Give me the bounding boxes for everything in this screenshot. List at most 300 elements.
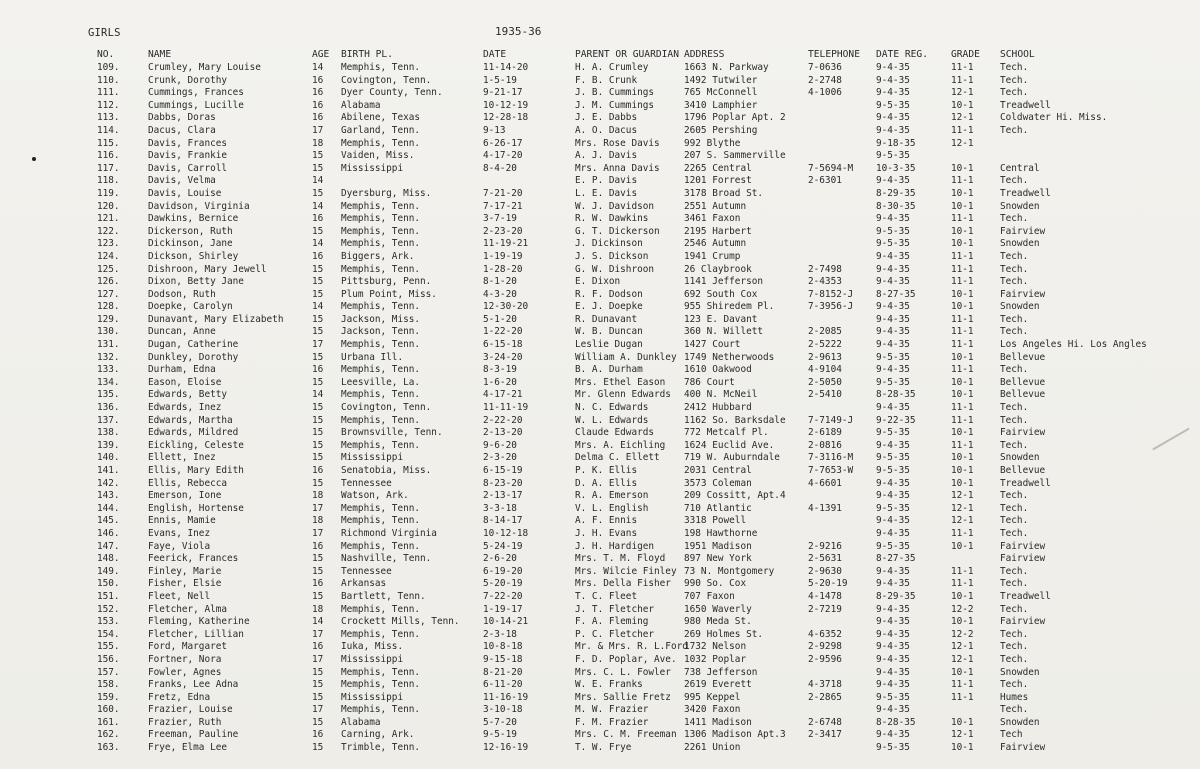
row-telephone: 7-7149-J [808,414,854,426]
row-no: 138. [97,427,120,439]
row-grade: 12-1 [951,729,974,741]
row-date-reg: 9-4-35 [876,515,910,527]
row-age: 15 [312,452,324,464]
row-address: 360 N. Willett [684,326,764,338]
row-school: Tech. [1000,213,1029,225]
table-row [0,452,1200,465]
table-row [0,402,1200,415]
row-name: Frazier, Ruth [148,716,222,728]
row-school: Tech. [1000,641,1029,653]
row-no: 134. [97,376,120,388]
row-age: 18 [312,490,324,502]
row-date: 5-1-20 [483,313,517,325]
row-age: 18 [312,137,324,149]
row-birth-place: Crockett Mills, Tenn. [341,616,460,628]
row-name: Crunk, Dorothy [148,74,228,86]
table-row [0,326,1200,339]
row-age: 15 [312,162,324,174]
row-parent: Claude Edwards [575,427,655,439]
row-parent: Mrs. T. M. Floyd [575,553,666,565]
row-address: 1306 Madison Apt.3 [684,729,786,741]
row-date: 6-15-19 [483,465,523,476]
row-address: 1427 Court [684,339,741,351]
row-school: Los Angeles Hi. Los Angles [1000,339,1147,351]
row-parent: A. O. Dacus [575,124,638,136]
row-date: 10-14-21 [483,616,529,628]
row-address: 719 W. Auburndale [684,452,780,464]
row-date: 1-5-19 [483,74,517,86]
row-telephone: 5-20-19 [808,578,848,590]
row-no: 163. [97,742,120,754]
row-school: Bellevue [1000,389,1046,401]
row-address: 1032 Poplar [684,653,747,665]
table-row [0,490,1200,503]
row-name: Faye, Viola [148,540,211,552]
row-birth-place: Memphis, Tenn. [341,628,421,640]
row-school: Fairview [1000,553,1046,565]
table-row [0,138,1200,151]
row-age: 15 [312,414,324,426]
row-name: English, Hortense [148,502,244,514]
row-date: 3-7-19 [483,213,517,225]
row-name: Franks, Lee Adna [148,679,239,691]
table-row [0,616,1200,629]
row-birth-place: Bartlett, Tenn. [341,590,426,602]
row-school: Tech. [1000,175,1029,187]
row-parent: Mr. & Mrs. R. L.Ford [575,641,688,653]
row-telephone: 2-7219 [808,603,842,615]
row-birth-place: Carning, Ark. [341,729,415,741]
row-parent: J. B. Cummings [575,87,655,99]
row-birth-place: Urbana Ill. [341,351,404,363]
row-telephone: 2-6301 [808,175,842,187]
row-name: Fretz, Edna [148,691,211,703]
row-address: 1201 Forrest [684,175,752,187]
row-birth-place: Memphis, Tenn. [341,540,421,552]
row-age: 17 [312,339,324,351]
row-age: 15 [312,376,324,388]
col-name: NAME [148,49,172,60]
row-name: Davis, Velma [148,175,216,187]
table-row [0,314,1200,327]
row-date-reg: 9-4-35 [876,74,910,86]
row-birth-place: Memphis, Tenn. [341,666,421,678]
row-date: 2-3-18 [483,628,517,640]
table-row [0,301,1200,314]
row-grade: 10-1 [951,288,974,300]
row-no: 154. [97,628,120,640]
row-date-reg: 9-5-35 [876,99,910,111]
row-name: Dodson, Ruth [148,288,216,300]
row-birth-place: Memphis, Tenn. [341,502,421,514]
row-grade: 11-1 [951,62,974,73]
row-age: 16 [312,250,324,262]
row-date-reg: 9-4-35 [876,124,910,136]
row-date: 2-6-20 [483,553,517,565]
table-row [0,264,1200,277]
row-parent: E. Dixon [575,276,621,288]
row-school: Snowden [1000,666,1040,678]
row-parent: F. A. Fleming [575,616,649,628]
row-no: 145. [97,515,120,527]
row-date-reg: 9-5-35 [876,540,910,552]
row-birth-place: Garland, Tenn. [341,124,421,136]
row-address: 992 Blythe [684,137,741,149]
row-parent: T. W. Frye [575,742,632,754]
row-school: Fairview [1000,288,1046,300]
row-parent: L. E. Davis [575,187,638,199]
table-row [0,112,1200,125]
row-parent: R. W. Dawkins [575,213,649,225]
row-date-reg: 9-4-35 [876,641,910,653]
row-address: 207 S. Sammerville [684,150,786,162]
row-grade: 10-1 [951,99,974,111]
col-no: NO. [97,49,115,60]
row-date-reg: 8-28-35 [876,716,916,728]
row-birth-place: Biggers, Ark. [341,250,415,262]
row-no: 128. [97,301,120,313]
row-name: Feerick, Frances [148,553,239,565]
row-parent: F. M. Frazier [575,716,649,728]
row-birth-place: Memphis, Tenn. [341,704,421,716]
row-date-reg: 9-4-35 [876,62,910,73]
row-school: Fairview [1000,540,1046,552]
row-school: Tech. [1000,250,1029,262]
table-row [0,62,1200,75]
row-age: 15 [312,187,324,199]
row-date-reg: 9-5-35 [876,150,910,162]
row-school: Tech. [1000,679,1029,691]
row-date: 7-17-21 [483,200,523,212]
row-school: Tech. [1000,124,1029,136]
row-parent: J. H. Evans [575,527,638,539]
row-no: 148. [97,553,120,565]
row-no: 149. [97,565,120,577]
row-date-reg: 9-4-35 [876,213,910,225]
row-date-reg: 9-4-35 [876,628,910,640]
row-grade: 10-1 [951,225,974,237]
row-no: 115. [97,137,120,149]
row-telephone: 4-1006 [808,87,842,99]
row-telephone: 7-3956-J [808,301,854,313]
row-grade: 10-1 [951,452,974,464]
row-no: 152. [97,603,120,615]
row-date-reg: 9-4-35 [876,112,910,124]
row-telephone: 2-2865 [808,691,842,703]
row-telephone: 2-9613 [808,351,842,363]
row-school: Tech. [1000,87,1029,99]
row-birth-place: Tennessee [341,565,392,577]
row-name: Duncan, Anne [148,326,216,338]
table-row [0,729,1200,742]
row-telephone: 2-4353 [808,276,842,288]
row-school: Tech. [1000,490,1029,502]
row-telephone: 2-9630 [808,565,842,577]
row-no: 162. [97,729,120,741]
row-school: Tech. [1000,603,1029,615]
school-year: 1935-36 [495,25,542,38]
row-no: 143. [97,490,120,502]
table-row [0,717,1200,730]
row-school: Central [1000,162,1040,174]
row-age: 16 [312,465,324,476]
row-parent: T. C. Fleet [575,590,638,602]
row-no: 130. [97,326,120,338]
row-date: 11-16-19 [483,691,529,703]
row-parent: R. Dunavant [575,313,638,325]
row-parent: J. E. Dabbs [575,112,638,124]
row-name: Edwards, Betty [148,389,228,401]
row-address: 692 South Cox [684,288,758,300]
row-birth-place: Memphis, Tenn. [341,389,421,401]
row-grade: 10-1 [951,376,974,388]
row-age: 15 [312,590,324,602]
row-address: 400 N. McNeil [684,389,758,401]
table-row [0,667,1200,680]
row-grade: 10-1 [951,465,974,476]
row-grade: 10-1 [951,238,974,250]
row-school: Snowden [1000,716,1040,728]
row-grade: 10-1 [951,200,974,212]
row-school: Tech. [1000,515,1029,527]
row-age: 15 [312,313,324,325]
row-telephone: 2-5050 [808,376,842,388]
row-date: 2-23-20 [483,225,523,237]
row-name: Edwards, Martha [148,414,233,426]
row-date: 9-15-18 [483,653,523,665]
row-date: 12-30-20 [483,301,529,313]
row-telephone: 4-6352 [808,628,842,640]
row-no: 120. [97,200,120,212]
row-grade: 11-1 [951,402,974,414]
row-telephone: 7-7653-W [808,465,854,476]
row-grade: 12-1 [951,490,974,502]
row-no: 141. [97,465,120,476]
row-no: 132. [97,351,120,363]
row-grade: 11-1 [951,578,974,590]
row-no: 117. [97,162,120,174]
row-no: 156. [97,653,120,665]
row-grade: 10-1 [951,477,974,489]
row-name: Ennis, Mamie [148,515,216,527]
table-row [0,289,1200,302]
row-name: Crumley, Mary Louise [148,62,261,73]
row-no: 136. [97,402,120,414]
row-age: 17 [312,502,324,514]
row-parent: J. Dickinson [575,238,643,250]
row-school: Fairview [1000,742,1046,754]
row-no: 110. [97,74,120,86]
row-no: 114. [97,124,120,136]
row-date-reg: 9-4-35 [876,616,910,628]
row-telephone: 7-0636 [808,62,842,73]
row-name: Davis, Carroll [148,162,228,174]
row-name: Davis, Frances [148,137,228,149]
row-date-reg: 9-4-35 [876,704,910,716]
table-row [0,654,1200,667]
row-date-reg: 9-4-35 [876,653,910,665]
row-birth-place: Memphis, Tenn. [341,225,421,237]
row-date: 10-8-18 [483,641,523,653]
table-row [0,352,1200,365]
row-parent: G. T. Dickerson [575,225,660,237]
row-no: 111. [97,87,120,99]
row-no: 142. [97,477,120,489]
row-grade: 11-1 [951,124,974,136]
row-address: 3318 Powell [684,515,747,527]
row-age: 14 [312,301,324,313]
row-grade: 12-1 [951,641,974,653]
row-telephone: 2-7498 [808,263,842,275]
row-date-reg: 9-5-35 [876,452,910,464]
row-date: 3-10-18 [483,704,523,716]
row-school: Fairview [1000,225,1046,237]
row-birth-place: Senatobia, Miss. [341,465,432,476]
row-telephone: 2-9298 [808,641,842,653]
row-parent: Mrs. C. M. Freeman [575,729,677,741]
row-address: 1492 Tutwiler [684,74,758,86]
row-address: 3461 Faxon [684,213,741,225]
row-birth-place: Jackson, Tenn. [341,326,421,338]
row-grade: 11-1 [951,339,974,351]
row-birth-place: Covington, Tenn. [341,74,432,86]
table-row [0,629,1200,642]
row-parent: Mrs. C. L. Fowler [575,666,671,678]
row-age: 15 [312,276,324,288]
row-address: 1162 So. Barksdale [684,414,786,426]
row-telephone: 4-6601 [808,477,842,489]
row-date: 1-22-20 [483,326,523,338]
row-date-reg: 9-4-35 [876,565,910,577]
row-date: 9-21-17 [483,87,523,99]
row-no: 109. [97,62,120,73]
table-row [0,692,1200,705]
row-date-reg: 9-4-35 [876,301,910,313]
row-telephone: 4-3718 [808,679,842,691]
row-name: Fowler, Agnes [148,666,222,678]
row-birth-place: Richmond Virginia [341,527,437,539]
row-parent: B. A. Durham [575,364,643,376]
row-date-reg: 9-4-35 [876,87,910,99]
row-date: 10-12-18 [483,527,529,539]
row-school: Tech. [1000,502,1029,514]
row-date: 1-28-20 [483,263,523,275]
row-address: 269 Holmes St. [684,628,764,640]
row-no: 122. [97,225,120,237]
row-address: 1663 N. Parkway [684,62,769,73]
row-date-reg: 9-5-35 [876,238,910,250]
row-parent: Mrs. Sallie Fretz [575,691,671,703]
row-date: 9-5-19 [483,729,517,741]
row-date: 12-16-19 [483,742,529,754]
row-grade: 11-1 [951,213,974,225]
row-grade: 12-2 [951,603,974,615]
row-parent: D. A. Ellis [575,477,638,489]
row-date: 11-19-21 [483,238,529,250]
row-birth-place: Memphis, Tenn. [341,339,421,351]
row-no: 129. [97,313,120,325]
row-parent: P. C. Fletcher [575,628,655,640]
row-date-reg: 9-4-35 [876,326,910,338]
row-birth-place: Brownsville, Tenn. [341,427,443,439]
row-address: 1650 Waverly [684,603,752,615]
table-row [0,226,1200,239]
row-date-reg: 8-27-35 [876,288,916,300]
row-telephone: 2-5631 [808,553,842,565]
row-parent: E. P. Davis [575,175,638,187]
row-address: 3420 Faxon [684,704,741,716]
row-no: 123. [97,238,120,250]
row-birth-place: Mississippi [341,452,404,464]
row-school: Snowden [1000,452,1040,464]
row-age: 18 [312,603,324,615]
row-date: 4-17-20 [483,150,523,162]
row-age: 16 [312,99,324,111]
table-row [0,276,1200,289]
row-name: Fortner, Nora [148,653,222,665]
row-parent: Mrs. A. Eichling [575,439,666,451]
row-date-reg: 8-27-35 [876,553,916,565]
table-row [0,364,1200,377]
row-grade: 10-1 [951,616,974,628]
row-grade: 10-1 [951,351,974,363]
row-date-reg: 9-4-35 [876,603,910,615]
col-date-reg: DATE REG. [876,49,928,60]
row-date: 12-28-18 [483,112,529,124]
row-address: 710 Atlantic [684,502,752,514]
row-name: Dacus, Clara [148,124,216,136]
row-birth-place: Memphis, Tenn. [341,364,421,376]
row-telephone: 7-8152-J [808,288,854,300]
row-date: 1-19-19 [483,250,523,262]
row-address: 1624 Euclid Ave. [684,439,775,451]
row-no: 157. [97,666,120,678]
row-grade: 12-1 [951,515,974,527]
row-parent: Delma C. Ellett [575,452,660,464]
row-address: 1796 Poplar Apt. 2 [684,112,786,124]
row-birth-place: Nashville, Tenn. [341,553,432,565]
row-date-reg: 9-5-35 [876,742,910,754]
row-date: 8-14-17 [483,515,523,527]
row-address: 1941 Crump [684,250,741,262]
row-name: Dickson, Shirley [148,250,239,262]
row-age: 16 [312,540,324,552]
row-address: 990 So. Cox [684,578,747,590]
row-age: 15 [312,150,324,162]
row-address: 1610 Oakwood [684,364,752,376]
row-age: 16 [312,729,324,741]
row-date-reg: 9-4-35 [876,666,910,678]
row-birth-place: Arkansas [341,578,387,590]
row-date-reg: 8-29-35 [876,187,916,199]
row-date: 1-6-20 [483,376,517,388]
row-age: 17 [312,527,324,539]
row-address: 3178 Broad St. [684,187,764,199]
row-date: 2-3-20 [483,452,517,464]
row-date: 5-20-19 [483,578,523,590]
row-birth-place: Memphis, Tenn. [341,62,421,73]
table-row [0,566,1200,579]
row-address: 1732 Nelson [684,641,747,653]
row-school: Humes [1000,691,1029,703]
row-birth-place: Leesville, La. [341,376,421,388]
row-name: Ellis, Rebecca [148,477,228,489]
row-date-reg: 9-4-35 [876,527,910,539]
row-telephone: 2-9216 [808,540,842,552]
row-school: Snowden [1000,238,1040,250]
row-age: 14 [312,62,324,73]
row-age: 16 [312,364,324,376]
